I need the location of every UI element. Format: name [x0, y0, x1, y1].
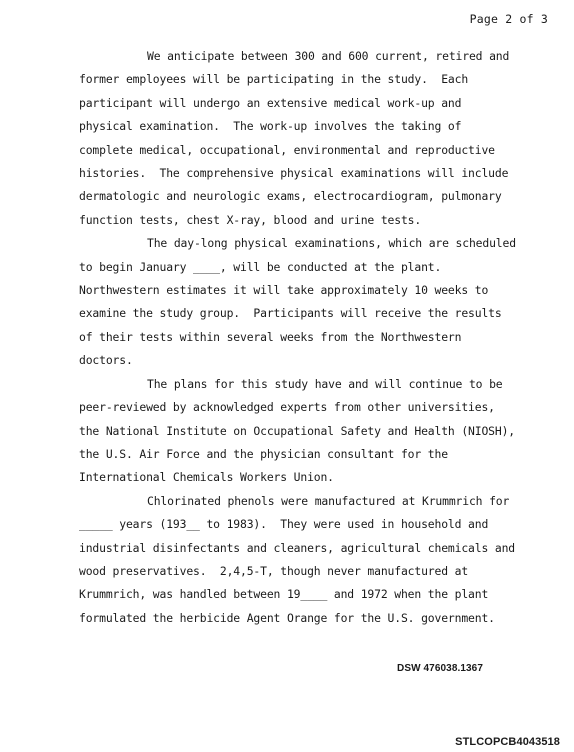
text-line: the U.S. Air Force and the physician consultant for the — [79, 446, 448, 461]
text-line: Chlorinated phenols were manufactured at Krummrich for — [147, 493, 510, 508]
document-body — [79, 45, 529, 630]
text-line: peer-reviewed by acknowledged experts from other universities, — [79, 400, 495, 415]
text-line: We anticipate between 300 and 600 current, retired and — [147, 49, 510, 63]
text-line: formulated the herbicide Agent Orange for the U.S. government. — [79, 610, 495, 625]
text-line: physical examination. The work-up involves the taking of — [79, 119, 462, 134]
text-line: The plans for this study have and will continue to be — [147, 376, 503, 391]
text-line: The day-long physical examinations, which are scheduled — [147, 236, 516, 251]
text-line: of their tests within several weeks from the Northwestern — [79, 329, 462, 344]
text-line: to begin January ____, will be conducted at the plant. — [79, 259, 442, 274]
page-number: Page 2 of 3 — [469, 12, 548, 26]
paragraph-study-participants — [79, 45, 529, 232]
text-line: participant will undergo an extensive medical work-up and — [79, 95, 462, 110]
text-line: _____ years (193__ to 1983). They were used in household and — [79, 517, 489, 532]
paragraph-chlorinated-phenols — [79, 490, 529, 630]
text-line: Northwestern estimates it will take approximately 10 weeks to — [79, 283, 489, 298]
paragraph-peer-review — [79, 373, 529, 490]
text-line: wood preservatives. 2,4,5-T, though never manufactured at — [79, 563, 469, 578]
text-line: International Chemicals Workers Union. — [79, 470, 334, 485]
text-line: the National Institute on Occupational Safety and Health (NIOSH), — [79, 423, 516, 438]
text-line: histories. The comprehensive physical examinations will include — [79, 166, 509, 181]
text-line: complete medical, occupational, environmental and reproductive — [79, 142, 495, 157]
text-line: function tests, chest X-ray, blood and urine tests. — [79, 212, 422, 227]
text-line: former employees will be participating in the study. Each — [79, 72, 469, 87]
text-line: doctors. — [79, 353, 133, 368]
text-line: dermatologic and neurologic exams, electrocardiogram, pulmonary — [79, 189, 502, 204]
text-line: Krummrich, was handled between 19____ and 1972 when the plant — [79, 587, 489, 602]
text-line: industrial disinfectants and cleaners, agricultural chemicals and — [79, 540, 516, 555]
paragraph-examination-schedule — [79, 232, 529, 372]
bates-number: STLCOPCB4043518 — [455, 736, 560, 748]
text-line: examine the study group. Participants will receive the results — [79, 306, 502, 321]
document-id: DSW 476038.1367 — [397, 663, 484, 674]
